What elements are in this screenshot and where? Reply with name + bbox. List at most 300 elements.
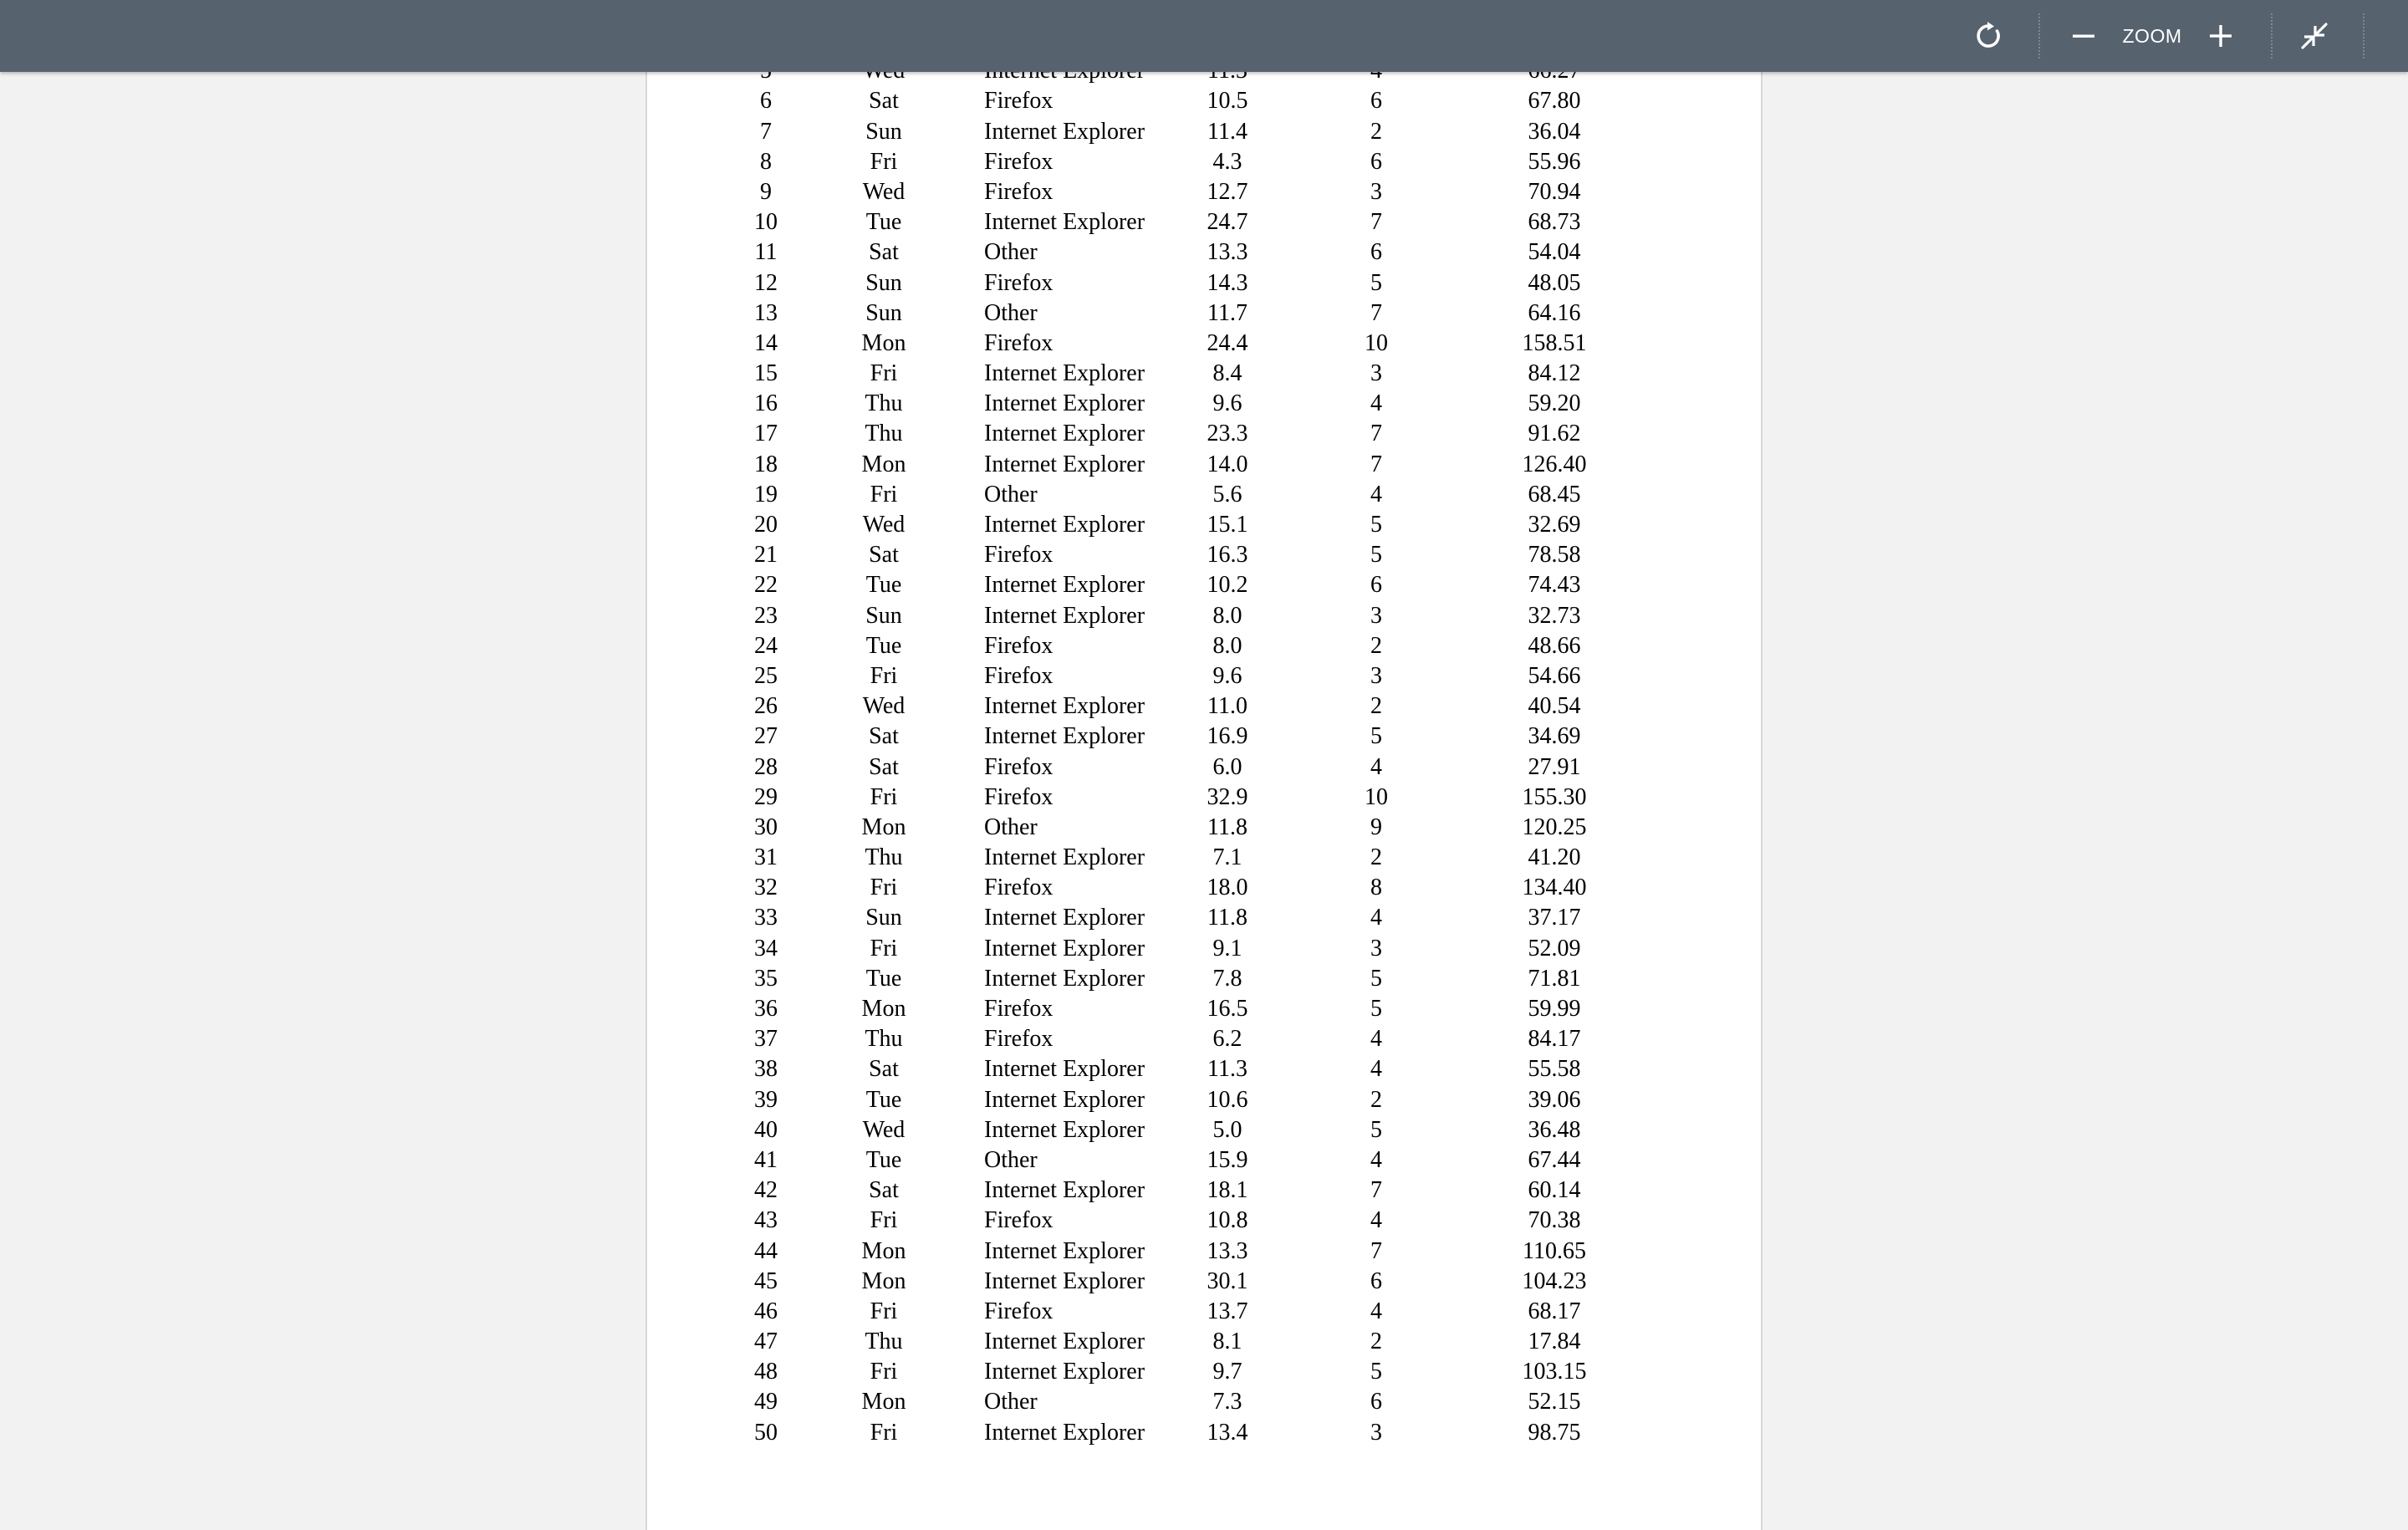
row-time: 15.1 bbox=[1207, 512, 1248, 538]
refresh-icon bbox=[1972, 19, 2005, 53]
row-index: 14 bbox=[754, 329, 778, 356]
row-day: Mon bbox=[861, 329, 906, 356]
table-row bbox=[647, 480, 1764, 510]
row-browser: Internet Explorer bbox=[984, 209, 1145, 236]
toolbar-separator bbox=[2363, 13, 2365, 59]
row-amount: 68.73 bbox=[1528, 209, 1581, 236]
row-browser: Internet Explorer bbox=[984, 1359, 1145, 1385]
table-row bbox=[647, 1297, 1764, 1327]
table-row bbox=[647, 570, 1764, 600]
row-amount: 39.06 bbox=[1528, 1086, 1581, 1113]
row-time: 4.3 bbox=[1212, 148, 1242, 175]
row-day: Wed bbox=[862, 512, 906, 538]
table-row bbox=[647, 1176, 1764, 1206]
table-row bbox=[647, 207, 1764, 237]
row-amount: 27.91 bbox=[1528, 753, 1581, 780]
table-row bbox=[647, 964, 1764, 994]
row-index: 16 bbox=[754, 390, 778, 417]
row-count: 10 bbox=[1365, 329, 1388, 356]
row-index: 29 bbox=[754, 783, 778, 810]
row-index: 36 bbox=[754, 996, 778, 1022]
table-row bbox=[647, 1024, 1764, 1054]
table-row bbox=[647, 601, 1764, 631]
row-time: 10.2 bbox=[1207, 572, 1248, 599]
row-amount: 52.09 bbox=[1528, 935, 1581, 961]
row-count: 5 bbox=[1370, 269, 1382, 296]
table-row bbox=[647, 450, 1764, 480]
row-count: 7 bbox=[1370, 299, 1382, 326]
row-browser: Firefox bbox=[984, 753, 1054, 780]
row-browser: Internet Explorer bbox=[984, 572, 1145, 599]
row-amount: 48.05 bbox=[1528, 269, 1581, 296]
row-count: 3 bbox=[1370, 662, 1382, 689]
row-count: 10 bbox=[1365, 783, 1388, 810]
row-count: 7 bbox=[1370, 421, 1382, 447]
table-row bbox=[647, 86, 1764, 116]
row-index: 23 bbox=[754, 602, 778, 629]
row-amount: 41.20 bbox=[1528, 844, 1581, 871]
row-time: 13.7 bbox=[1207, 1298, 1248, 1324]
row-day: Wed bbox=[862, 693, 906, 720]
row-browser: Firefox bbox=[984, 632, 1054, 659]
refresh-button[interactable] bbox=[1963, 11, 2013, 61]
table-row bbox=[647, 752, 1764, 783]
row-index: 39 bbox=[754, 1086, 778, 1113]
row-amount: 55.96 bbox=[1528, 148, 1581, 175]
row-day: Mon bbox=[861, 996, 906, 1022]
row-time: 9.7 bbox=[1212, 1359, 1242, 1385]
row-index: 6 bbox=[760, 88, 772, 115]
row-amount: 68.45 bbox=[1528, 481, 1581, 507]
row-amount: 103.15 bbox=[1522, 1359, 1587, 1385]
table-row bbox=[647, 903, 1764, 933]
row-amount: 64.16 bbox=[1528, 299, 1581, 326]
row-index: 24 bbox=[754, 632, 778, 659]
row-index: 25 bbox=[754, 662, 778, 689]
row-day: Fri bbox=[870, 481, 898, 507]
table-row bbox=[647, 237, 1764, 268]
table-row bbox=[647, 994, 1764, 1024]
table-row bbox=[647, 661, 1764, 691]
row-day: Fri bbox=[870, 1298, 898, 1324]
row-index: 17 bbox=[754, 421, 778, 447]
row-index: 7 bbox=[760, 118, 772, 145]
row-day: Sat bbox=[869, 1177, 899, 1204]
row-day: Thu bbox=[865, 844, 903, 871]
row-browser: Internet Explorer bbox=[984, 935, 1145, 961]
row-browser: Firefox bbox=[984, 662, 1054, 689]
row-day: Sun bbox=[865, 299, 902, 326]
row-day: Mon bbox=[861, 1237, 906, 1264]
row-time: 7.3 bbox=[1212, 1389, 1242, 1415]
table-row bbox=[647, 934, 1764, 964]
row-amount: 158.51 bbox=[1522, 329, 1587, 356]
table-row bbox=[647, 389, 1764, 419]
row-browser: Firefox bbox=[984, 269, 1054, 296]
row-time: 13.3 bbox=[1207, 239, 1248, 266]
row-browser: Internet Explorer bbox=[984, 118, 1145, 145]
row-day: Sat bbox=[869, 542, 899, 569]
row-count: 5 bbox=[1370, 1359, 1382, 1385]
row-browser: Firefox bbox=[984, 783, 1054, 810]
row-index: 40 bbox=[754, 1116, 778, 1143]
row-time: 14.0 bbox=[1207, 451, 1248, 477]
row-amount: 17.84 bbox=[1528, 1329, 1581, 1355]
row-day: Sat bbox=[869, 723, 899, 750]
row-index: 41 bbox=[754, 1146, 778, 1173]
row-count: 6 bbox=[1370, 572, 1382, 599]
row-amount: 54.66 bbox=[1528, 662, 1581, 689]
row-day: Sun bbox=[865, 269, 902, 296]
row-time: 13.4 bbox=[1207, 1419, 1248, 1446]
row-browser: Firefox bbox=[984, 1298, 1054, 1324]
table-row bbox=[647, 1357, 1764, 1387]
row-browser: Internet Explorer bbox=[984, 602, 1145, 629]
row-browser: Other bbox=[984, 813, 1038, 840]
row-day: Thu bbox=[865, 421, 903, 447]
row-amount: 70.94 bbox=[1528, 178, 1581, 205]
row-amount: 32.69 bbox=[1528, 512, 1581, 538]
row-browser: Internet Explorer bbox=[984, 451, 1145, 477]
row-count: 4 bbox=[1370, 1146, 1382, 1173]
collapse-button[interactable] bbox=[2289, 11, 2339, 61]
row-index: 48 bbox=[754, 1359, 778, 1385]
row-amount: 48.66 bbox=[1528, 632, 1581, 659]
toolbar-separator bbox=[2271, 13, 2273, 59]
row-browser: Internet Explorer bbox=[984, 390, 1145, 417]
row-time: 30.1 bbox=[1207, 1267, 1248, 1294]
row-count: 2 bbox=[1370, 844, 1382, 871]
row-count: 7 bbox=[1370, 451, 1382, 477]
row-time: 5.6 bbox=[1212, 481, 1242, 507]
row-index: 46 bbox=[754, 1298, 778, 1324]
row-count: 5 bbox=[1370, 996, 1382, 1022]
row-amount: 32.73 bbox=[1528, 602, 1581, 629]
row-browser: Internet Explorer bbox=[984, 723, 1145, 750]
row-time: 12.7 bbox=[1207, 178, 1248, 205]
row-time: 14.3 bbox=[1207, 269, 1248, 296]
table-row bbox=[647, 268, 1764, 298]
row-browser: Internet Explorer bbox=[984, 1116, 1145, 1143]
row-amount: 36.04 bbox=[1528, 118, 1581, 145]
row-index: 47 bbox=[754, 1329, 778, 1355]
row-amount: 84.12 bbox=[1528, 360, 1581, 387]
document-page bbox=[645, 33, 1763, 1530]
row-day: Fri bbox=[870, 1419, 898, 1446]
table-row bbox=[647, 1145, 1764, 1176]
row-count: 4 bbox=[1370, 1056, 1382, 1083]
row-amount: 104.23 bbox=[1522, 1267, 1587, 1294]
row-time: 5.0 bbox=[1212, 1116, 1242, 1143]
row-browser: Internet Explorer bbox=[984, 693, 1145, 720]
row-browser: Other bbox=[984, 299, 1038, 326]
row-index: 32 bbox=[754, 875, 778, 901]
row-count: 4 bbox=[1370, 481, 1382, 507]
row-day: Tue bbox=[865, 1146, 902, 1173]
row-amount: 67.80 bbox=[1528, 88, 1581, 115]
row-day: Thu bbox=[865, 1329, 903, 1355]
table-row bbox=[647, 1054, 1764, 1084]
row-amount: 70.38 bbox=[1528, 1207, 1581, 1234]
row-count: 7 bbox=[1370, 209, 1382, 236]
data-table bbox=[647, 26, 1764, 1448]
row-time: 16.5 bbox=[1207, 996, 1248, 1022]
row-amount: 55.58 bbox=[1528, 1056, 1581, 1083]
collapse-arrows-icon bbox=[2298, 20, 2330, 52]
row-amount: 126.40 bbox=[1522, 451, 1587, 477]
table-row bbox=[647, 1237, 1764, 1267]
row-count: 6 bbox=[1370, 1267, 1382, 1294]
row-count: 4 bbox=[1370, 1207, 1382, 1234]
row-amount: 120.25 bbox=[1522, 813, 1587, 840]
row-time: 6.0 bbox=[1212, 753, 1242, 780]
row-browser: Internet Explorer bbox=[984, 421, 1145, 447]
row-day: Fri bbox=[870, 662, 898, 689]
row-index: 15 bbox=[754, 360, 778, 387]
row-time: 10.5 bbox=[1207, 88, 1248, 115]
row-count: 6 bbox=[1370, 148, 1382, 175]
zoom-out-button[interactable] bbox=[2059, 11, 2109, 61]
row-index: 11 bbox=[754, 239, 778, 266]
zoom-in-button[interactable] bbox=[2196, 11, 2246, 61]
row-browser: Internet Explorer bbox=[984, 1237, 1145, 1264]
row-index: 37 bbox=[754, 1026, 778, 1053]
row-amount: 54.04 bbox=[1528, 239, 1581, 266]
row-amount: 98.75 bbox=[1528, 1419, 1581, 1446]
table-row bbox=[647, 1115, 1764, 1145]
row-browser: Internet Explorer bbox=[984, 1177, 1145, 1204]
row-count: 3 bbox=[1370, 935, 1382, 961]
row-time: 18.1 bbox=[1207, 1177, 1248, 1204]
row-count: 4 bbox=[1370, 1026, 1382, 1053]
row-time: 23.3 bbox=[1207, 421, 1248, 447]
table-row bbox=[647, 1267, 1764, 1297]
row-amount: 40.54 bbox=[1528, 693, 1581, 720]
row-time: 32.9 bbox=[1207, 783, 1248, 810]
row-browser: Firefox bbox=[984, 1026, 1054, 1053]
table-row bbox=[647, 117, 1764, 147]
row-day: Sun bbox=[865, 905, 902, 931]
table-row bbox=[647, 419, 1764, 449]
table-row bbox=[647, 359, 1764, 389]
row-count: 7 bbox=[1370, 1237, 1382, 1264]
row-browser: Firefox bbox=[984, 88, 1054, 115]
row-index: 34 bbox=[754, 935, 778, 961]
row-browser: Other bbox=[984, 1146, 1038, 1173]
table-row bbox=[647, 329, 1764, 359]
row-time: 11.8 bbox=[1207, 813, 1247, 840]
row-browser: Firefox bbox=[984, 1207, 1054, 1234]
row-index: 50 bbox=[754, 1419, 778, 1446]
row-amount: 134.40 bbox=[1522, 875, 1587, 901]
row-index: 12 bbox=[754, 269, 778, 296]
row-day: Fri bbox=[870, 148, 898, 175]
row-count: 2 bbox=[1370, 693, 1382, 720]
row-browser: Internet Explorer bbox=[984, 1419, 1145, 1446]
row-index: 42 bbox=[754, 1177, 778, 1204]
row-day: Fri bbox=[870, 1207, 898, 1234]
row-time: 7.1 bbox=[1212, 844, 1242, 871]
row-index: 35 bbox=[754, 965, 778, 992]
row-count: 5 bbox=[1370, 723, 1382, 750]
row-day: Fri bbox=[870, 360, 898, 387]
row-time: 7.8 bbox=[1212, 965, 1242, 992]
row-browser: Other bbox=[984, 239, 1038, 266]
row-day: Fri bbox=[870, 875, 898, 901]
row-day: Tue bbox=[865, 965, 902, 992]
row-browser: Internet Explorer bbox=[984, 1267, 1145, 1294]
row-time: 24.4 bbox=[1207, 329, 1248, 356]
row-count: 8 bbox=[1370, 875, 1382, 901]
row-time: 10.8 bbox=[1207, 1207, 1248, 1234]
row-day: Fri bbox=[870, 783, 898, 810]
row-day: Sat bbox=[869, 1056, 899, 1083]
row-amount: 155.30 bbox=[1522, 783, 1587, 810]
row-amount: 59.20 bbox=[1528, 390, 1581, 417]
row-index: 10 bbox=[754, 209, 778, 236]
row-browser: Internet Explorer bbox=[984, 965, 1145, 992]
table-row bbox=[647, 1418, 1764, 1448]
row-count: 5 bbox=[1370, 542, 1382, 569]
table-row bbox=[647, 298, 1764, 329]
row-count: 2 bbox=[1370, 118, 1382, 145]
row-index: 18 bbox=[754, 451, 778, 477]
row-day: Thu bbox=[865, 1026, 903, 1053]
row-day: Mon bbox=[861, 813, 906, 840]
row-browser: Firefox bbox=[984, 996, 1054, 1022]
row-day: Mon bbox=[861, 451, 906, 477]
row-browser: Internet Explorer bbox=[984, 905, 1145, 931]
table-row bbox=[647, 1206, 1764, 1236]
row-browser: Firefox bbox=[984, 542, 1054, 569]
row-time: 9.6 bbox=[1212, 662, 1242, 689]
table-row bbox=[647, 1387, 1764, 1417]
row-day: Tue bbox=[865, 632, 902, 659]
row-time: 6.2 bbox=[1212, 1026, 1242, 1053]
row-time: 13.3 bbox=[1207, 1237, 1248, 1264]
row-amount: 59.99 bbox=[1528, 996, 1581, 1022]
row-count: 3 bbox=[1370, 360, 1382, 387]
row-amount: 110.65 bbox=[1523, 1237, 1586, 1264]
row-day: Fri bbox=[870, 935, 898, 961]
row-count: 5 bbox=[1370, 512, 1382, 538]
row-index: 20 bbox=[754, 512, 778, 538]
row-day: Sun bbox=[865, 118, 902, 145]
row-count: 3 bbox=[1370, 1419, 1382, 1446]
table-row bbox=[647, 783, 1764, 813]
row-amount: 68.17 bbox=[1528, 1298, 1581, 1324]
table-row bbox=[647, 691, 1764, 722]
row-count: 4 bbox=[1370, 905, 1382, 931]
viewer-toolbar bbox=[0, 0, 2408, 72]
row-time: 11.8 bbox=[1207, 905, 1247, 931]
row-time: 18.0 bbox=[1207, 875, 1248, 901]
row-index: 13 bbox=[754, 299, 778, 326]
table-row bbox=[647, 177, 1764, 207]
table-row bbox=[647, 722, 1764, 752]
row-day: Thu bbox=[865, 390, 903, 417]
row-index: 44 bbox=[754, 1237, 778, 1264]
table-row bbox=[647, 631, 1764, 661]
row-amount: 78.58 bbox=[1528, 542, 1581, 569]
toolbar-separator bbox=[2038, 13, 2040, 59]
row-day: Sat bbox=[869, 239, 899, 266]
row-time: 11.3 bbox=[1207, 1056, 1247, 1083]
plus-icon bbox=[2207, 23, 2234, 49]
row-time: 8.0 bbox=[1212, 602, 1242, 629]
row-index: 30 bbox=[754, 813, 778, 840]
row-amount: 84.17 bbox=[1528, 1026, 1581, 1053]
row-amount: 37.17 bbox=[1528, 905, 1581, 931]
row-count: 2 bbox=[1370, 1329, 1382, 1355]
table-row bbox=[647, 1327, 1764, 1357]
row-count: 4 bbox=[1370, 1298, 1382, 1324]
row-amount: 91.62 bbox=[1528, 421, 1581, 447]
row-browser: Other bbox=[984, 1389, 1038, 1415]
row-browser: Internet Explorer bbox=[984, 1056, 1145, 1083]
row-amount: 52.15 bbox=[1528, 1389, 1581, 1415]
row-day: Wed bbox=[862, 1116, 906, 1143]
row-browser: Internet Explorer bbox=[984, 360, 1145, 387]
row-browser: Firefox bbox=[984, 148, 1054, 175]
row-day: Tue bbox=[865, 572, 902, 599]
row-index: 45 bbox=[754, 1267, 778, 1294]
row-index: 33 bbox=[754, 905, 778, 931]
row-index: 22 bbox=[754, 572, 778, 599]
row-browser: Firefox bbox=[984, 329, 1054, 356]
row-count: 3 bbox=[1370, 178, 1382, 205]
table-row bbox=[647, 510, 1764, 540]
row-day: Sat bbox=[869, 88, 899, 115]
row-count: 5 bbox=[1370, 1116, 1382, 1143]
row-index: 49 bbox=[754, 1389, 778, 1415]
row-count: 5 bbox=[1370, 965, 1382, 992]
row-count: 6 bbox=[1370, 88, 1382, 115]
row-day: Fri bbox=[870, 1359, 898, 1385]
row-index: 27 bbox=[754, 723, 778, 750]
row-count: 9 bbox=[1370, 813, 1382, 840]
row-index: 38 bbox=[754, 1056, 778, 1083]
row-count: 6 bbox=[1370, 239, 1382, 266]
minus-icon bbox=[2070, 23, 2097, 49]
row-time: 8.0 bbox=[1212, 632, 1242, 659]
table-row bbox=[647, 813, 1764, 843]
row-time: 15.9 bbox=[1207, 1146, 1248, 1173]
row-browser: Internet Explorer bbox=[984, 1086, 1145, 1113]
row-count: 3 bbox=[1370, 602, 1382, 629]
row-day: Sat bbox=[869, 753, 899, 780]
table-row bbox=[647, 873, 1764, 903]
row-amount: 60.14 bbox=[1528, 1177, 1581, 1204]
row-browser: Firefox bbox=[984, 178, 1054, 205]
row-index: 28 bbox=[754, 753, 778, 780]
row-count: 4 bbox=[1370, 390, 1382, 417]
table-row bbox=[647, 843, 1764, 873]
row-amount: 74.43 bbox=[1528, 572, 1581, 599]
row-time: 16.3 bbox=[1207, 542, 1248, 569]
row-amount: 36.48 bbox=[1528, 1116, 1581, 1143]
row-time: 11.4 bbox=[1207, 118, 1247, 145]
row-count: 2 bbox=[1370, 1086, 1382, 1113]
row-day: Sun bbox=[865, 602, 902, 629]
row-browser: Other bbox=[984, 481, 1038, 507]
row-time: 9.1 bbox=[1212, 935, 1242, 961]
table-row bbox=[647, 147, 1764, 177]
row-count: 7 bbox=[1370, 1177, 1382, 1204]
row-browser: Internet Explorer bbox=[984, 1329, 1145, 1355]
row-index: 21 bbox=[754, 542, 778, 569]
row-browser: Internet Explorer bbox=[984, 844, 1145, 871]
